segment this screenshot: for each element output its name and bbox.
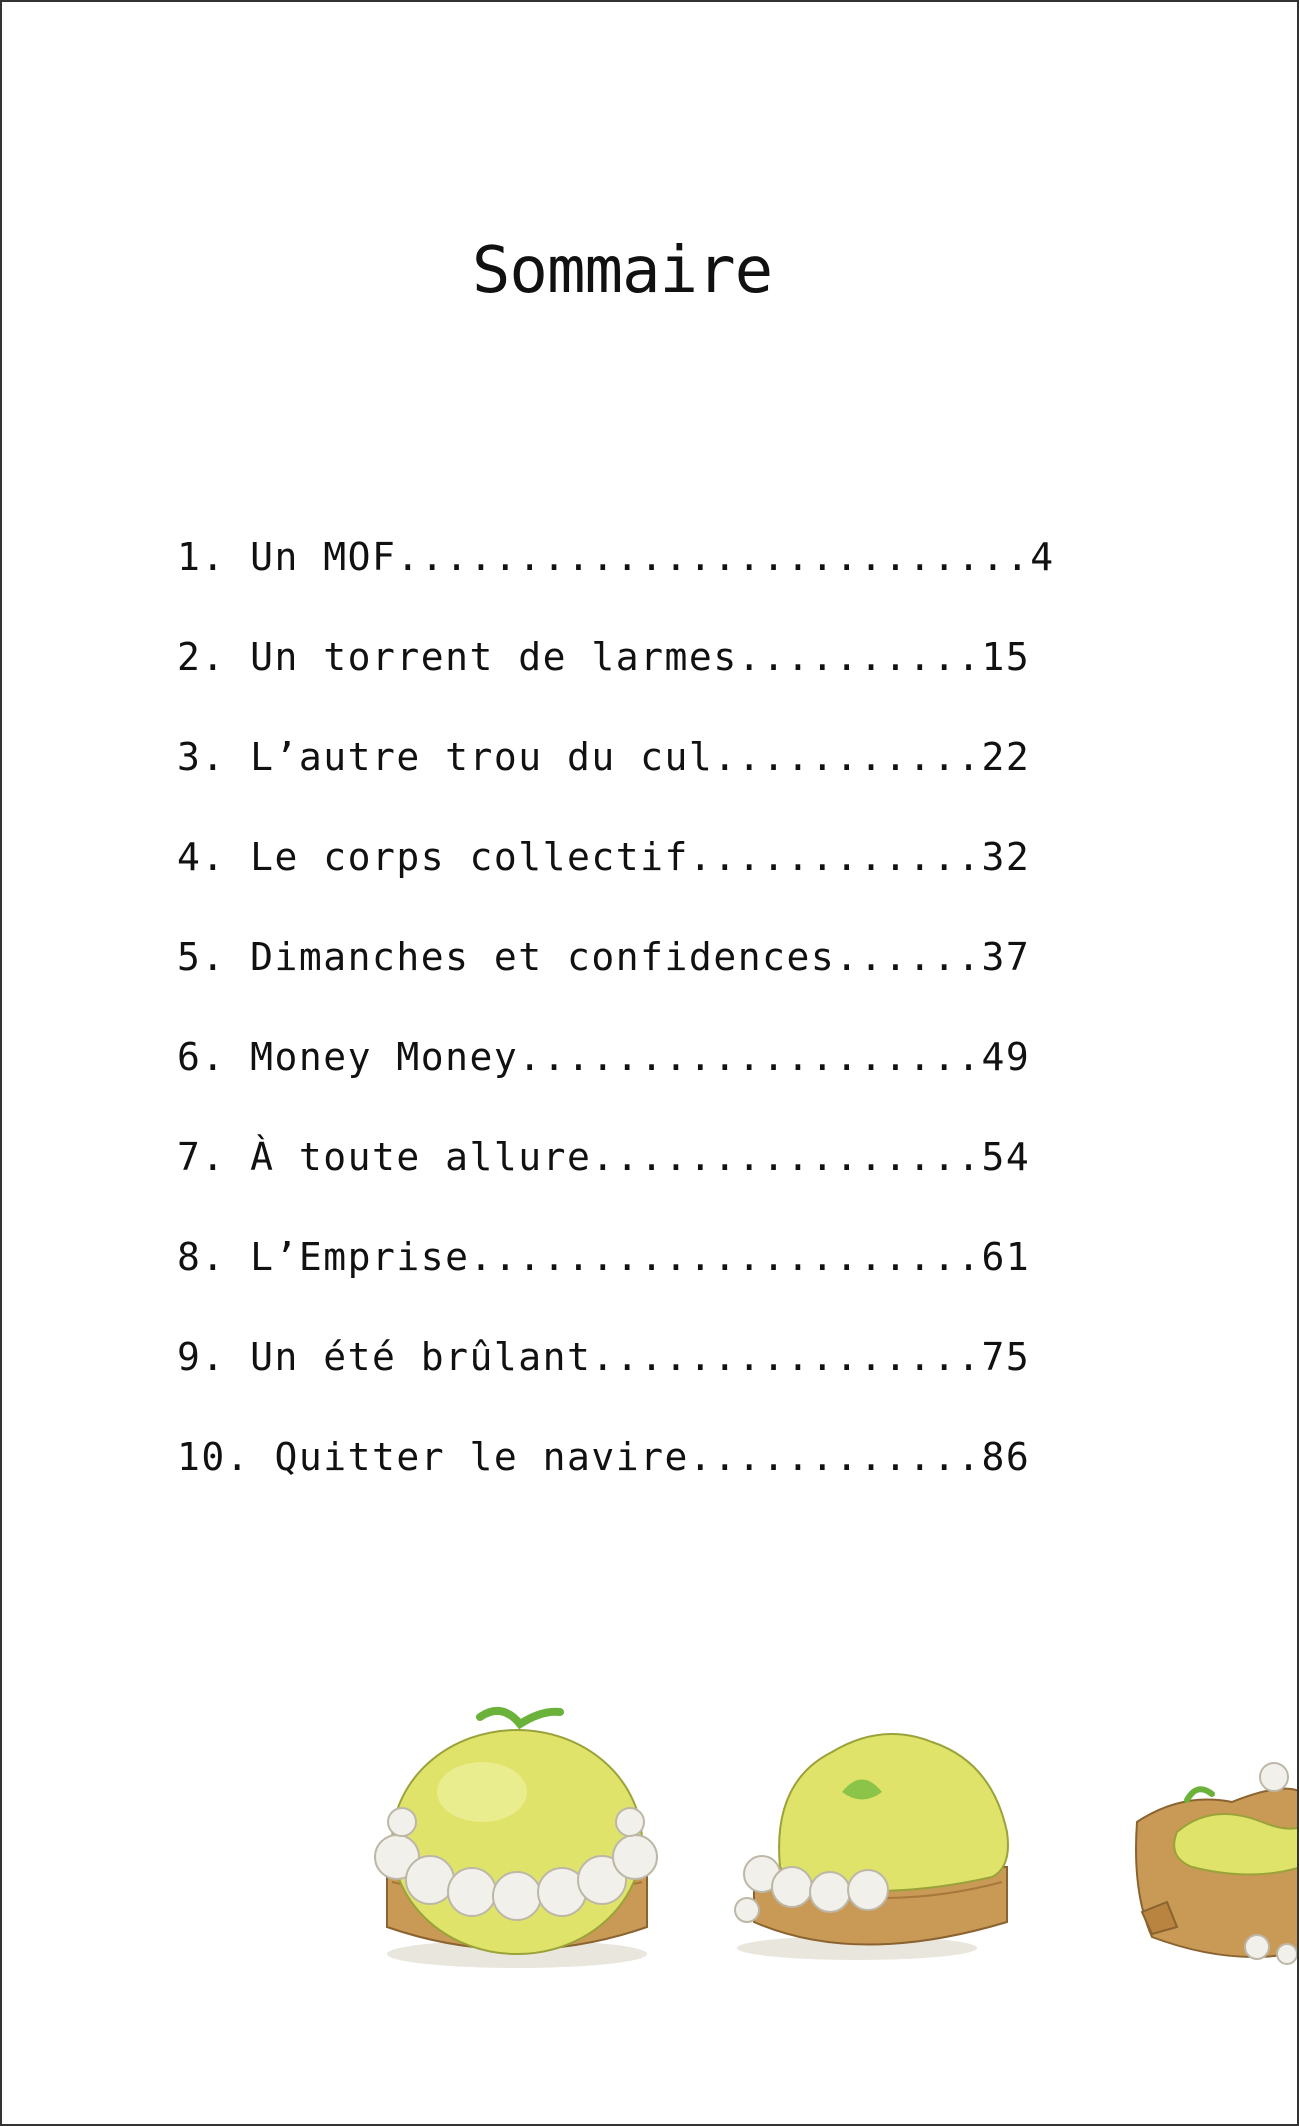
- toc-entry: 2. Un torrent de larmes..........15: [177, 635, 1031, 679]
- lemon-meringue-tarts-illustration: [2, 1682, 1299, 1982]
- tart-broken-3: [1136, 1763, 1299, 1964]
- tart-whole-2: [735, 1734, 1008, 1960]
- toc-entry: 1. Un MOF..........................4: [177, 535, 1055, 579]
- toc-entry: 3. L’autre trou du cul...........22: [177, 735, 1031, 779]
- toc-entry: 10. Quitter le navire............86: [177, 1435, 1031, 1479]
- toc-entry: 9. Un été brûlant................75: [177, 1335, 1031, 1379]
- toc-entry: 6. Money Money...................49: [177, 1035, 1031, 1079]
- tart-whole-1: [375, 1711, 657, 1968]
- toc-entry: 5. Dimanches et confidences......37: [177, 935, 1031, 979]
- page-title: Sommaire: [471, 234, 773, 308]
- toc-entry: 4. Le corps collectif............32: [177, 835, 1031, 879]
- table-of-contents: [177, 507, 1057, 1507]
- toc-entry: 8. L’Emprise.....................61: [177, 1235, 1031, 1279]
- toc-entry: 7. À toute allure................54: [177, 1135, 1031, 1179]
